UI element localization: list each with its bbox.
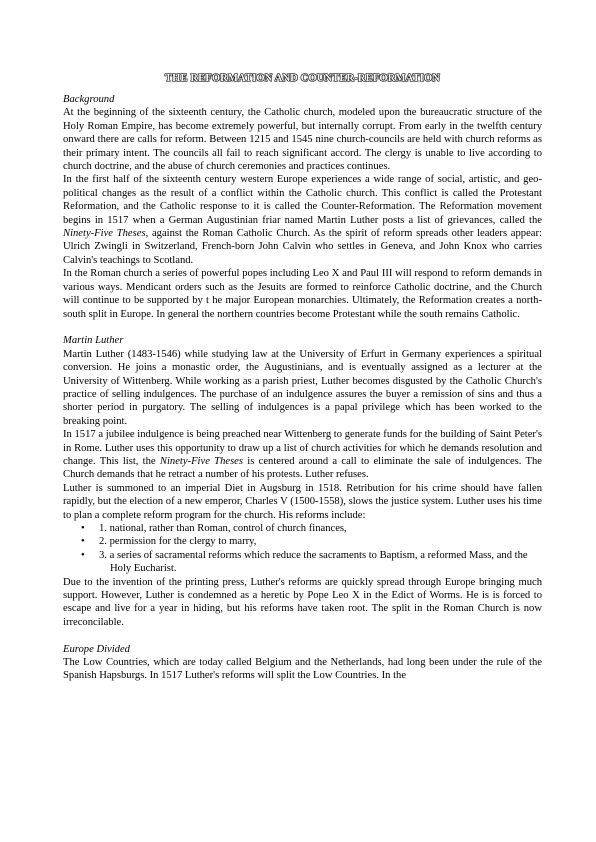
section-martin-luther [63, 334, 542, 629]
paragraph: Due to the invention of the printing press, Luther's reforms are quickly spread through Europe bringing much support. However, Luther is condemned as a heretic by Pope Leo X in the Edict of Worms. He is is forced to escape and live for a year in hiding, but his reforms have taken root. The split in the Roman Church is now irreconcilable. [63, 576, 542, 628]
emphasis: Ninety-Five Theses [63, 228, 146, 240]
section-background [63, 93, 542, 321]
paragraph: The Low Countries, which are today called Belgium and the Netherlands, had long been under the rule of the Spanish Hapsburgs. In 1517 Luther's reforms will split the Low Countries. In the [63, 657, 542, 682]
section-heading: Martin Luther [63, 335, 124, 347]
reforms-list [63, 522, 542, 576]
paragraph: In 1517 a jubilee indulgence is being preached near Wittenberg to generate funds for the building of Saint Peter's in Rome. Luther uses this opportunity to draw up a list of church activities for which he demands resolution and change. This list, the Ninety-Five Theses is centered around a call to eliminate the sale of indulgences. The Church demands that he retract a number of his protests. Luther refuses. [63, 429, 542, 481]
paragraph: Martin Luther (1483-1546) while studying law at the University of Erfurt in Germany experiences a spiritual conversion. He joins a monastic order, the Augustinians, and is eventually assigned as a lecturer at the University of Wittenberg. While working as a parish priest, Luther becomes disgusted by the Catholic Church's practice of selling indulgences. The purchase of an indulgence assures the buyer a remission of sins and thus a shorter period in purgatory. The selling of indulgences is a papal privilege which has been worked to the breaking point. [63, 348, 542, 427]
paragraph: In the first half of the sixteenth century western Europe experiences a wide range of social, artistic, and geo-political changes as the result of a conflict within the Catholic church. This conflict is called the Protestant Reformation, and the Catholic response to it is called the Counter-Reformation. The Reformation movement begins in 1517 when a German Augustinian friar named Martin Luther posts a list of grievances, called the Ninety-Five Theses, against the Roman Catholic Church. As the spirit of reform spreads other leaders appear: Ulrich Zwingli in Switzerland, French-born John Calvin who settles in Geneva, and John Knox who carries Calvin's teachings to Scotland. [63, 174, 542, 266]
section-heading: Europe Divided [63, 643, 130, 655]
paragraph: At the beginning of the sixteenth century, the Catholic church, modeled upon the bureaucratic structure of the Holy Roman Empire, has become extremely powerful, but internally corrupt. From early in the twelfth century onward there are calls for reform. Between 1215 and 1545 nine church-councils are held with church reforms as their primary intent. The councils all fail to reach significant accord. The clergy is unable to live according to church doctrine, and the abuse of church ceremonies and practices continues. [63, 107, 542, 173]
emphasis: Ninety-Five Theses [159, 455, 244, 467]
section-europe-divided [63, 643, 542, 683]
paragraph: Luther is summoned to an imperial Diet in Augsburg in 1518. Retribution for his crime should have fallen rapidly, but the election of a new emperor, Charles V (1500-1558), slows the justice system. Luther uses his time to plan a complete reform program for the church. His reforms include: [63, 482, 542, 521]
section-heading: Background [63, 94, 115, 105]
document-title: THE REFORMATION AND COUNTER-REFORMATION [164, 73, 441, 84]
list-item: • 2. permission for the clergy to marry, [99, 535, 542, 548]
list-item: • 3. a series of sacramental reforms which reduce the sacraments to Baptism, a reformed Mass, and the Holy Eucharist. [99, 549, 542, 576]
list-item: • 1. national, rather than Roman, control of church finances, [99, 522, 542, 535]
paragraph: In the Roman church a series of powerful popes including Leo X and Paul III will respond to reform demands in various ways. Mendicant orders such as the Jesuits are formed to reinforce Catholic doctrine, and the Church will continue to be supported by t he major European monarchies. Ultimately, the Reformation creates a north-south split in Europe. In general the northern countries become Protestant while the south remains Catholic. [63, 268, 542, 320]
